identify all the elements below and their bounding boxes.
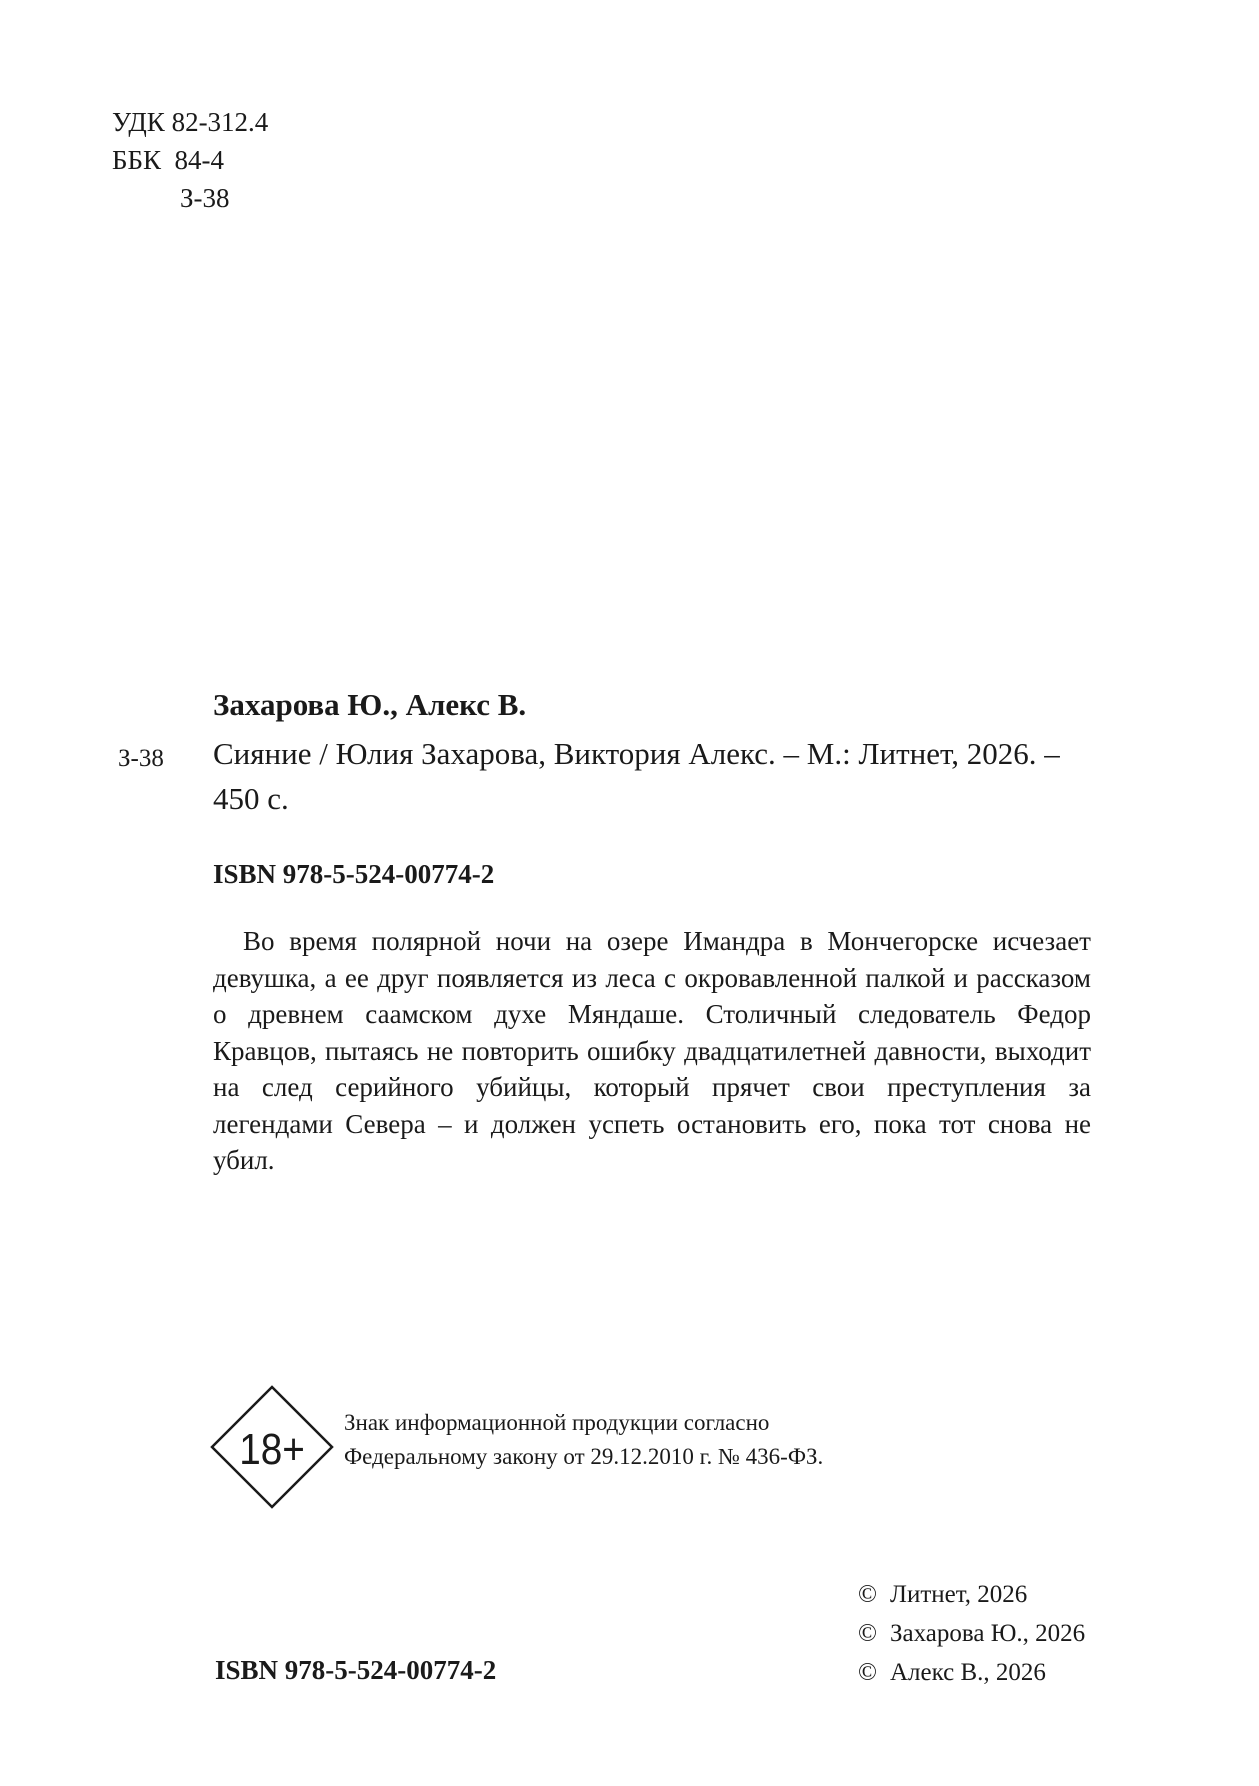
age-rating-badge: [210, 1385, 334, 1509]
copyright-sign: ©: [858, 1581, 877, 1608]
udk-code: УДК 82-312.4: [112, 107, 269, 137]
catalog-author: Захарова Ю., Алекс В.: [213, 687, 527, 722]
copyright-line: [858, 1653, 1085, 1692]
copyright-list: [858, 1575, 1085, 1692]
copyright-holder: Литнет, 2026: [890, 1581, 1028, 1608]
age-rating-label: 18+: [239, 1423, 305, 1474]
bbk-code: ББК 84-4: [112, 145, 225, 175]
age-rating-text: [344, 1406, 823, 1474]
catalog-code: З-38: [118, 745, 164, 772]
catalog-entry: Сияние / Юлия Захарова, Виктория Алекс. – М.: Литнет, 2026. – 450 с.: [213, 736, 1060, 816]
annotation: Во время полярной ночи на озере Имандра в Мончегорске исчезает девушка, а ее друг появляется из леса с окровавленной палкой и рассказом о древнем саамском духе Мяндаше. Столичный следователь Федор Кравцов, пытаясь не повторить ошибку двадцатилетней давности, выходит на след серийного убийцы, который прячет свои преступления за легендами Севера – и должен успеть остановить его, пока тот снова не убил.: [213, 926, 1091, 1175]
copyright-sign: ©: [858, 1659, 877, 1686]
copyright-sign: ©: [858, 1620, 877, 1647]
copyright-holder: Захарова Ю., 2026: [890, 1620, 1086, 1647]
age-rating-block: [210, 1385, 1110, 1509]
classification-block: [112, 103, 268, 217]
age-rating-line-1: Знак информационной продукции согласно: [344, 1410, 770, 1435]
age-rating-line-2: Федеральному закону от 29.12.2010 г. № 436-ФЗ.: [344, 1444, 824, 1469]
copyright-line: [858, 1575, 1085, 1614]
copyright-line: [858, 1614, 1085, 1653]
footer-isbn: ISBN 978-5-524-00774-2: [215, 1655, 497, 1685]
copyright-holder: Алекс В., 2026: [890, 1659, 1046, 1686]
catalog-isbn: ISBN 978-5-524-00774-2: [213, 859, 495, 889]
author-mark: З-38: [180, 183, 230, 213]
